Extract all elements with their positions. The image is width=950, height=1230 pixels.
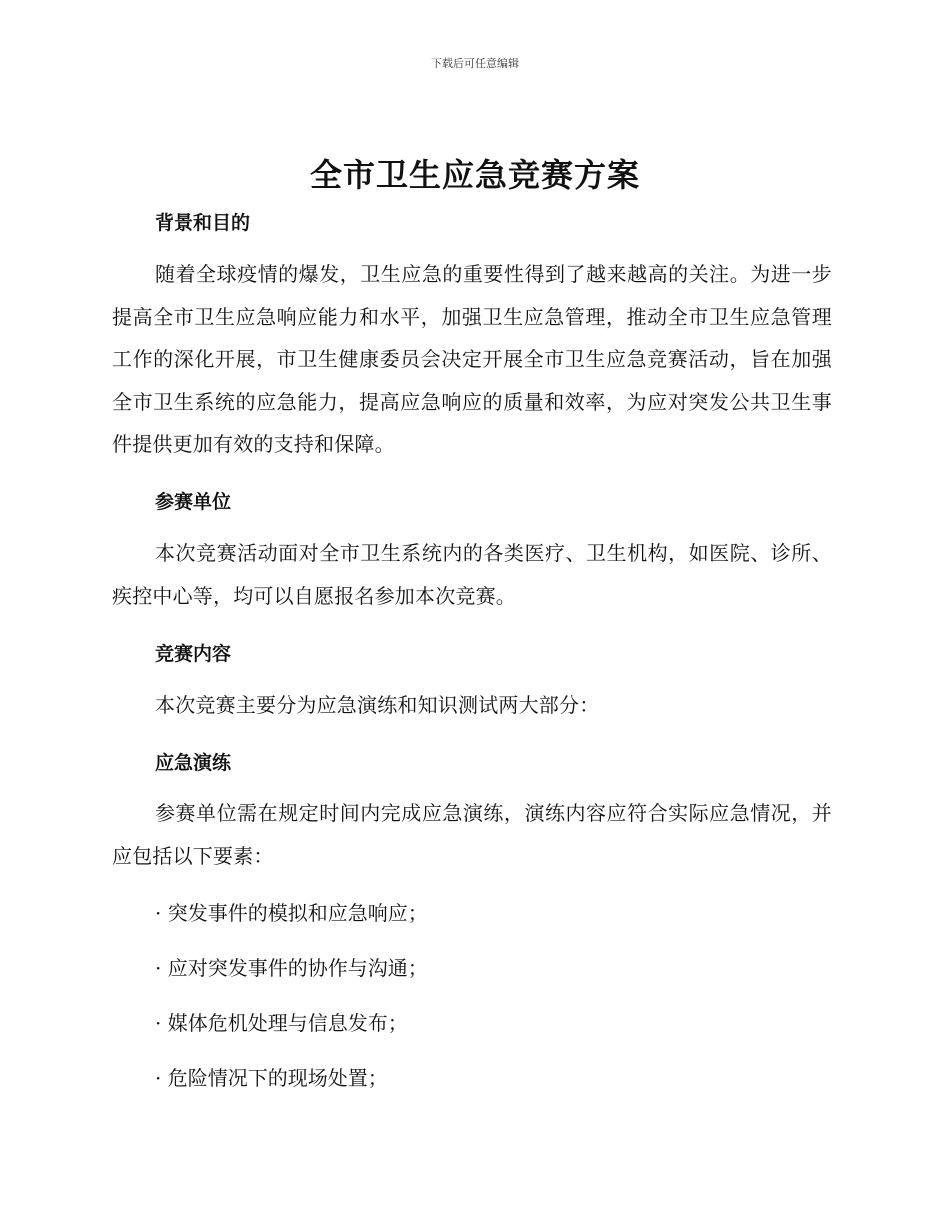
paragraph-content: 本次竞赛主要分为应急演练和知识测试两大部分： <box>155 693 600 717</box>
list-item: · 媒体危机处理与信息发布； <box>155 1011 408 1035</box>
page-header-note: 下载后可任意编辑 <box>431 57 519 70</box>
paragraph-drill: 参赛单位需在规定时间内完成应急演练，演练内容应符合实际应急情况，并应包括以下要素： <box>112 801 832 868</box>
list-item: · 应对突发事件的协作与沟通； <box>155 956 428 980</box>
document-title: 全市卫生应急竞赛方案 <box>309 156 640 194</box>
list-item: · 突发事件的模拟和应急响应； <box>155 901 428 925</box>
section-heading-participants: 参赛单位 <box>155 491 232 513</box>
paragraph-background: 随着全球疫情的爆发，卫生应急的重要性得到了越来越高的关注。为进一步提高全市卫生应急响应能力和水平，加强卫生应急管理，推动全市卫生应急管理工作的深化开展，市卫生健康委员会决定开展全市卫生应急竞赛活动，旨在加强全市卫生系统的应急能力，提高应急响应的质量和效率，为应对突发公共卫生事件提供更加有效的支持和保障。 <box>112 262 832 456</box>
section-heading-content: 竞赛内容 <box>155 643 232 665</box>
section-heading-background: 背景和目的 <box>155 212 251 234</box>
section-heading-drill: 应急演练 <box>155 752 232 774</box>
list-item: · 危险情况下的现场处置； <box>155 1066 388 1090</box>
paragraph-participants: 本次竞赛活动面对全市卫生系统内的各类医疗、卫生机构，如医院、诊所、疾控中心等，均可以自愿报名参加本次竞赛。 <box>112 541 832 608</box>
